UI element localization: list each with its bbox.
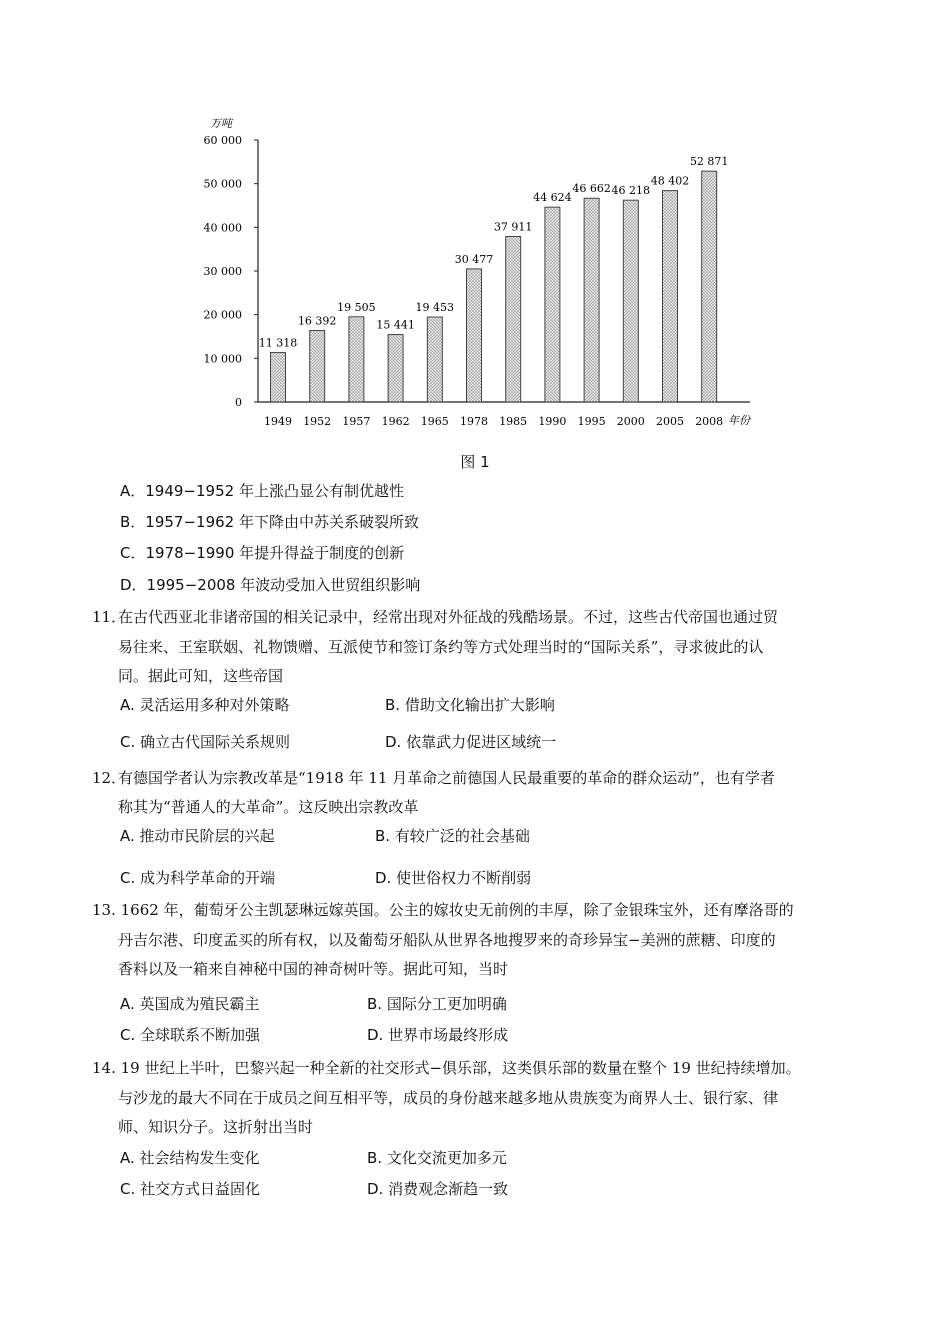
q10-option-d[interactable]: D．1995−2008 年波动受加入世贸组织影响 bbox=[120, 576, 421, 594]
q12-stem-text-1: 有德国学者认为宗教改革是“1918 年 11 月革命之前德国人民最重要的革命的群众运动”，也有学者 bbox=[118, 769, 775, 787]
q12-option-d[interactable]: D. 使世俗权力不断削弱 bbox=[375, 869, 532, 887]
x-tick-label-1995: 1995 bbox=[577, 415, 606, 428]
q10-option-a[interactable]: A．1949−1952 年上涨凸显公有制优越性 bbox=[120, 482, 404, 500]
data-label-2000: 46 218 bbox=[611, 184, 651, 198]
q14-stem-line-3: 师、知识分子。这折射出当时 bbox=[118, 1118, 314, 1136]
y-tick-label: 60 000 bbox=[203, 134, 242, 147]
q11-stem-text-1: 在古代西亚北非诸帝国的相关记录中，经常出现对外征战的残酷场景。不过，这些古代帝国也通过贸 bbox=[118, 608, 779, 626]
y-tick-label: 20 000 bbox=[203, 308, 242, 322]
y-axis-unit: 万吨 bbox=[210, 117, 232, 130]
q12-number: 12． bbox=[92, 769, 127, 787]
bar-1990 bbox=[545, 207, 560, 402]
y-tick-label: 50 000 bbox=[203, 177, 242, 191]
x-axis-unit: 年份 bbox=[728, 414, 750, 427]
data-label-1949: 11 318 bbox=[258, 336, 298, 350]
q11-option-b[interactable]: B. 借助文化输出扩大影响 bbox=[385, 696, 555, 714]
q12-option-c[interactable]: C. 成为科学革命的开端 bbox=[120, 869, 276, 887]
bar-2005 bbox=[663, 191, 678, 402]
x-tick-label-1978: 1978 bbox=[460, 415, 488, 428]
x-tick-label-2008: 2008 bbox=[695, 415, 724, 428]
q14-option-b[interactable]: B. 文化交流更加多元 bbox=[367, 1149, 507, 1167]
data-label-1985: 37 911 bbox=[493, 220, 533, 234]
bar-1965 bbox=[427, 317, 442, 402]
q14-option-d[interactable]: D. 消费观念渐趋一致 bbox=[367, 1180, 509, 1198]
data-label-2005: 48 402 bbox=[650, 174, 690, 188]
q14-option-c[interactable]: C. 社交方式日益固化 bbox=[120, 1180, 261, 1198]
x-tick-label-2000: 2000 bbox=[616, 415, 645, 428]
bar-chart bbox=[190, 100, 770, 445]
q12-stem-line-1 bbox=[92, 771, 775, 786]
x-tick-label-1985: 1985 bbox=[499, 415, 528, 428]
bar-1949 bbox=[271, 353, 286, 402]
bar-1978 bbox=[467, 269, 482, 402]
bar-1957 bbox=[349, 317, 364, 402]
q13-stem-line-1: 13. 1662 年，葡萄牙公主凯瑟琳远嫁英国。公主的嫁妆史无前例的丰厚，除了金银珠宝外，还有摩洛哥的 bbox=[92, 901, 794, 919]
data-label-1952: 16 392 bbox=[297, 314, 337, 328]
data-label-2008: 52 871 bbox=[689, 155, 729, 169]
q11-option-d[interactable]: D. 依靠武力促进区域统一 bbox=[385, 733, 557, 751]
q12-stem-line-2: 称其为“普通人的大革命”。这反映出宗教改革 bbox=[118, 798, 419, 816]
x-tick-label-1952: 1952 bbox=[303, 415, 332, 428]
bar-2008 bbox=[702, 171, 717, 402]
q10-option-c[interactable]: C．1978−1990 年提升得益于制度的创新 bbox=[120, 544, 405, 562]
data-label-1978: 30 477 bbox=[454, 252, 494, 266]
x-tick-label-1949: 1949 bbox=[264, 415, 292, 428]
x-tick-label-1957: 1957 bbox=[342, 415, 371, 428]
q11-option-a[interactable]: A. 灵活运用多种对外策略 bbox=[120, 696, 290, 714]
y-tick-label: 10 000 bbox=[203, 352, 242, 366]
q10-option-b[interactable]: B．1957−1962 年下降由中苏关系破裂所致 bbox=[120, 513, 419, 531]
data-label-1962: 15 441 bbox=[376, 318, 415, 332]
q11-option-c[interactable]: C. 确立古代国际关系规则 bbox=[120, 733, 291, 751]
figure-caption: 图 1 bbox=[460, 453, 490, 471]
data-label-1965: 19 453 bbox=[415, 301, 455, 315]
q13-stem-line-2: 丹吉尔港、印度孟买的所有权，以及葡萄牙船队从世界各地搜罗来的奇珍异宝−美洲的蔗糖、印度的 bbox=[118, 931, 776, 949]
q13-option-a[interactable]: A. 英国成为殖民霸主 bbox=[120, 995, 260, 1013]
q11-stem-line-2: 易往来、王室联姻、礼物馈赠、互派使节和签订条约等方式处理当时的“国际关系”，寻求彼此的认 bbox=[118, 638, 764, 656]
x-tick-label-1965: 1965 bbox=[420, 415, 449, 428]
bar-1952 bbox=[310, 330, 325, 402]
bar-1985 bbox=[506, 236, 521, 402]
q11-number: 11． bbox=[92, 608, 127, 626]
q13-option-d[interactable]: D. 世界市场最终形成 bbox=[367, 1026, 509, 1044]
q13-option-c[interactable]: C. 全球联系不断加强 bbox=[120, 1026, 261, 1044]
x-tick-label-1990: 1990 bbox=[538, 415, 567, 428]
q14-stem-line-1: 14. 19 世纪上半叶，巴黎兴起一种全新的社交形式−俱乐部，这类俱乐部的数量在整个 19 世纪持续增加。 bbox=[92, 1059, 801, 1077]
q11-stem-line-1 bbox=[92, 610, 778, 625]
q14-option-a[interactable]: A. 社会结构发生变化 bbox=[120, 1149, 260, 1167]
q11-stem-line-3: 同。据此可知，这些帝国 bbox=[118, 667, 284, 685]
q12-option-a[interactable]: A. 推动市民阶层的兴起 bbox=[120, 827, 275, 845]
y-tick-label: 40 000 bbox=[203, 221, 242, 235]
y-tick-label: 0 bbox=[235, 396, 242, 409]
data-label-1990: 44 624 bbox=[533, 191, 572, 205]
bar-1995 bbox=[584, 198, 599, 402]
q12-option-b[interactable]: B. 有较广泛的社会基础 bbox=[375, 827, 530, 845]
bar-1962 bbox=[388, 335, 403, 402]
data-label-1957: 19 505 bbox=[337, 300, 376, 314]
y-tick-label: 30 000 bbox=[203, 265, 242, 278]
q13-option-b[interactable]: B. 国际分工更加明确 bbox=[367, 995, 507, 1013]
q13-stem-line-3: 香料以及一箱来自神秘中国的神奇树叶等。据此可知，当时 bbox=[118, 960, 509, 978]
data-label-1995: 46 662 bbox=[572, 182, 611, 196]
x-tick-label-1962: 1962 bbox=[381, 415, 410, 428]
bar-2000 bbox=[623, 200, 638, 402]
x-tick-label-2005: 2005 bbox=[656, 415, 684, 428]
q14-stem-line-2: 与沙龙的最大不同在于成员之间互相平等，成员的身份越来越多地从贵族变为商界人士、银行家、律 bbox=[118, 1089, 779, 1107]
